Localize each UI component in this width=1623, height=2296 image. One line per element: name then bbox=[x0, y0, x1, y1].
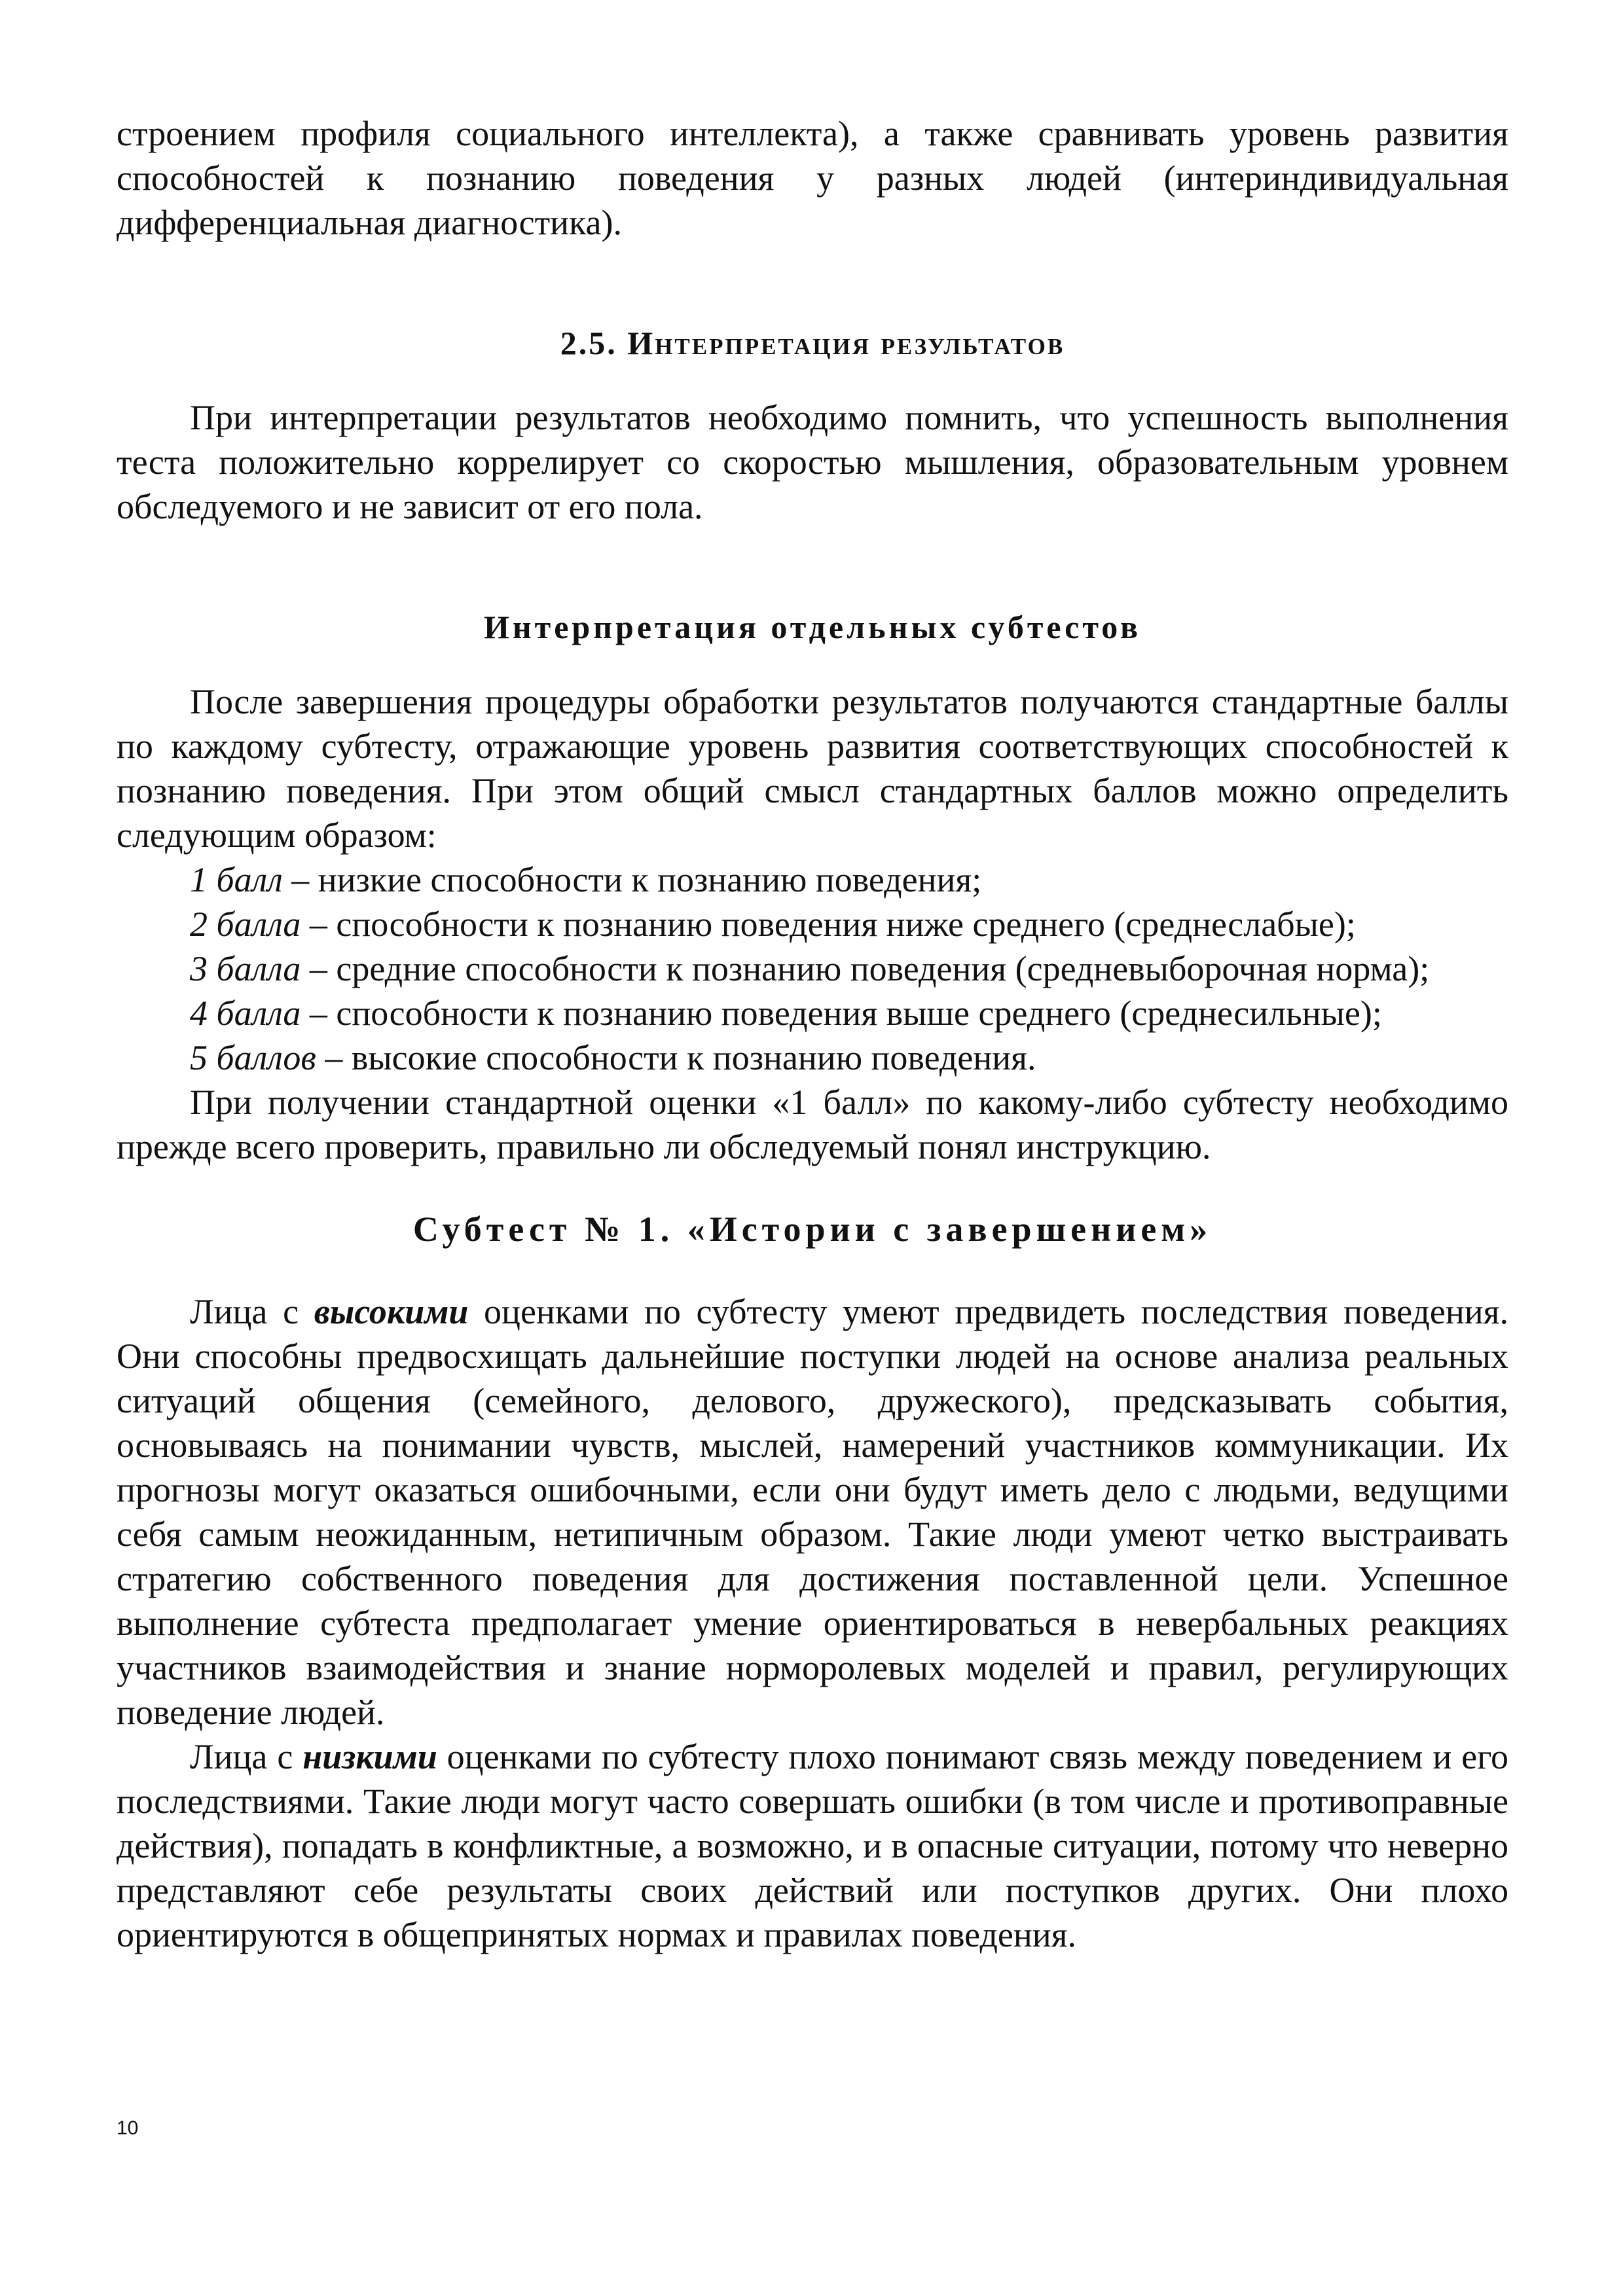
score-item-1 bbox=[117, 857, 1508, 902]
score-label-5: 5 баллов bbox=[190, 1038, 316, 1077]
low-emphasis: низкими bbox=[302, 1737, 437, 1776]
score-label-2: 2 балла bbox=[190, 905, 301, 944]
low-text: оценками по субтесту плохо понимают связь между поведением и его последствиями. Такие люди могут часто совершать ошибки (в том числе и противоправные действия), попадать в конфликтные, а возможно, и в опасные ситуации, потому что неверно представляют себе результаты своих действий или поступков других. Они плохо ориентируются в общепринятых нормах и правилах поведения. bbox=[117, 1737, 1508, 1954]
high-text: оценками по субтесту умеют предвидеть последствия поведения. Они способны предвосхищать дальнейшие поступки людей на основе анализа реальных ситуаций общения (семейного, делового, дружеского), предсказывать события, основываясь на понимании чувств, мыслей, намерений участников коммуникации. Их прогнозы могут оказаться ошибочными, если они будут иметь дело с людьми, ведущими себя самым неожиданным, нетипичным образом. Такие люди умеют четко выстраивать стратегию собственного поведения для достижения поставленной цели. Успешное выполнение субтеста предполагает умение ориентироваться в невербальных реакциях участников взаимодействия и знание норморолевых моделей и правил, регулирующих поведение людей. bbox=[117, 1292, 1508, 1732]
score-label-4: 4 балла bbox=[190, 994, 301, 1033]
page-number: 10 bbox=[117, 2117, 139, 2139]
score-text-5: – высокие способности к познанию поведения. bbox=[316, 1038, 1036, 1077]
section-heading bbox=[117, 321, 1508, 365]
section-title: Интерпретация результатов bbox=[627, 325, 1065, 361]
section-paragraph: При интерпретации результатов необходимо помнить, что успешность выполнения теста положительно коррелирует со скоростью мышления, образовательным уровнем обследуемого и не зависит от его пола. bbox=[117, 398, 1508, 526]
score-text-3: – средние способности к познанию поведения (средневыборочная норма); bbox=[301, 949, 1430, 988]
score-text-4: – способности к познанию поведения выше среднего (среднесильные); bbox=[301, 994, 1382, 1033]
score-label-3: 3 балла bbox=[190, 949, 301, 988]
intro-paragraph: строением профиля социального интеллекта), а также сравнивать уровень развития способностей к познанию поведения у разных людей (интериндивидуальная дифференциальная диагностика). bbox=[117, 114, 1508, 242]
score-item-3 bbox=[117, 946, 1508, 991]
score-item-4 bbox=[117, 991, 1508, 1035]
score-label-1: 1 балл bbox=[190, 860, 283, 899]
subsection-heading: Интерпретация отдельных субтестов bbox=[483, 609, 1142, 645]
high-scores-paragraph bbox=[117, 1289, 1508, 1734]
section-number: 2.5. bbox=[560, 325, 617, 361]
score-note: При получении стандартной оценки «1 балл» по какому-либо субтесту необходимо прежде всего проверить, правильно ли обследуемый понял инструкцию. bbox=[117, 1083, 1508, 1166]
document-page bbox=[117, 111, 1508, 1957]
subsection-paragraph: После завершения процедуры обработки результатов получаются стандартные баллы по каждому субтесту, отражающие уровень развития соответствующих способностей к познанию поведения. При этом общий смысл стандартных баллов можно определить следующим образом: bbox=[117, 682, 1508, 855]
score-text-2: – способности к познанию поведения ниже среднего (среднеслабые); bbox=[301, 905, 1356, 944]
subtest-heading: Субтест № 1. «Истории с завершением» bbox=[412, 1210, 1213, 1249]
score-text-1: – низкие способности к познанию поведения; bbox=[282, 860, 982, 899]
low-scores-paragraph bbox=[117, 1734, 1508, 1957]
high-prefix: Лица с bbox=[190, 1292, 314, 1331]
high-emphasis: высокими bbox=[314, 1292, 469, 1331]
low-prefix: Лица с bbox=[190, 1737, 303, 1776]
score-item-2 bbox=[117, 902, 1508, 946]
score-item-5 bbox=[117, 1035, 1508, 1080]
